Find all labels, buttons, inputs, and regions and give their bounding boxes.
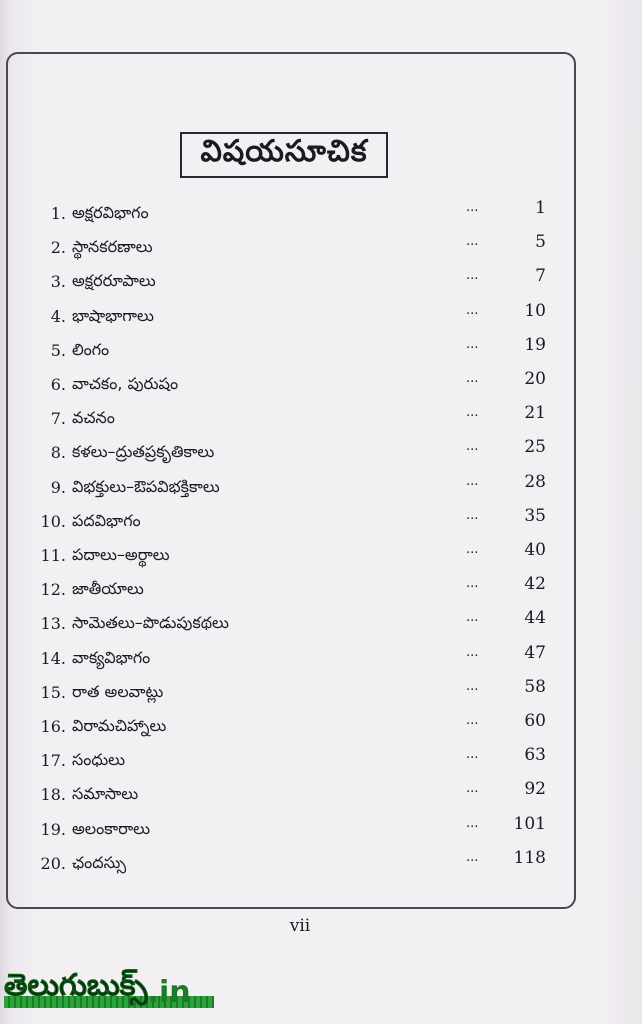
page-title: విషయసూచిక xyxy=(180,132,388,178)
toc-leader-dots: ... xyxy=(466,747,479,763)
toc-leader-dots: ... xyxy=(466,815,479,831)
toc-page-number: 28 xyxy=(524,471,546,492)
toc-leader-dots: ... xyxy=(466,678,479,694)
toc-number: 6. xyxy=(50,375,66,394)
toc-leader-dots: ... xyxy=(466,610,479,626)
toc-label: సమాసాలు xyxy=(72,784,139,804)
toc-row[interactable] xyxy=(0,335,642,365)
toc-page-number: 42 xyxy=(524,574,546,595)
toc-row[interactable] xyxy=(0,814,642,844)
toc-number: 2. xyxy=(50,238,66,258)
toc-page-number: 7 xyxy=(535,266,546,287)
toc-page-number: 44 xyxy=(524,608,546,629)
toc-row[interactable] xyxy=(0,643,642,673)
toc-number: 9. xyxy=(50,477,66,497)
toc-leader-dots: ... xyxy=(466,713,479,728)
toc-page-number: 92 xyxy=(524,779,546,800)
toc-leader-dots: ... xyxy=(466,405,479,421)
toc-number: 7. xyxy=(50,409,66,429)
toc-number: 16. xyxy=(40,717,66,736)
toc-number: 19. xyxy=(40,819,66,839)
toc-row[interactable] xyxy=(0,266,642,296)
toc-row[interactable] xyxy=(0,232,642,262)
toc-label: అక్షరరూపాలు xyxy=(72,271,156,291)
toc-number: 13. xyxy=(40,614,66,634)
toc-number: 12. xyxy=(40,580,66,600)
toc-number: 8. xyxy=(50,443,66,463)
toc-page-number: 63 xyxy=(524,745,546,766)
toc-label: రాత అలవాట్లు xyxy=(72,681,164,701)
toc-page-number: 35 xyxy=(524,505,546,526)
toc-label: అక్షరవిభాగం xyxy=(72,203,149,222)
toc-leader-dots: ... xyxy=(466,336,479,352)
toc-label: స్థానకరణాలు xyxy=(72,237,153,257)
toc-leader-dots: ... xyxy=(466,473,479,489)
toc-row[interactable] xyxy=(0,745,642,775)
toc-leader-dots: ... xyxy=(466,200,479,215)
toc-number: 10. xyxy=(40,511,66,531)
toc-row[interactable] xyxy=(0,369,642,399)
toc-label: వాచకం, పురుషం xyxy=(72,374,179,393)
toc-row[interactable] xyxy=(0,677,642,707)
toc-number: 11. xyxy=(40,546,66,565)
toc-leader-dots: ... xyxy=(466,576,479,592)
toc-page-number: 1 xyxy=(535,198,546,218)
logo-text: తెలుగుబుక్స్ xyxy=(4,968,148,1003)
toc-leader-dots: ... xyxy=(466,268,479,284)
site-logo[interactable] xyxy=(4,966,191,1010)
page-number: vii xyxy=(289,916,311,936)
toc-number: 4. xyxy=(50,306,66,326)
toc-label: జాతీయాలు xyxy=(72,579,144,599)
toc-row[interactable] xyxy=(0,779,642,809)
toc-page-number: 40 xyxy=(524,540,546,560)
toc-page-number: 20 xyxy=(524,369,546,389)
toc-row[interactable] xyxy=(0,608,642,638)
toc-label: సంధులు xyxy=(72,750,126,770)
toc-page-number: 118 xyxy=(513,847,546,868)
toc-number: 3. xyxy=(50,272,66,292)
toc-label: లింగం xyxy=(72,339,110,359)
toc-page-number: 101 xyxy=(513,813,546,834)
toc-row[interactable] xyxy=(0,711,642,741)
toc-label: పదవిభాగం xyxy=(72,510,141,530)
toc-row[interactable] xyxy=(0,301,642,331)
toc-page-number: 10 xyxy=(524,300,546,321)
toc-row[interactable] xyxy=(0,848,642,878)
toc-number: 1. xyxy=(50,204,66,223)
toc-number: 17. xyxy=(40,751,66,771)
toc-leader-dots: ... xyxy=(466,542,479,557)
toc-page-number: 58 xyxy=(524,676,546,697)
toc-number: 14. xyxy=(40,648,66,668)
toc-label: భాషాభాగాలు xyxy=(72,305,154,325)
toc-label: సామెతలు–పొడుపుకథలు xyxy=(72,613,229,633)
toc-leader-dots: ... xyxy=(466,507,479,523)
toc-row[interactable] xyxy=(0,472,642,502)
toc-number: 5. xyxy=(50,340,66,360)
toc-label: వచనం xyxy=(72,408,115,428)
toc-leader-dots: ... xyxy=(466,234,479,250)
toc-label: ఛందస్సు xyxy=(72,852,127,872)
toc-page-number: 5 xyxy=(535,232,546,253)
toc-page-number: 60 xyxy=(524,711,546,731)
toc-label: వాక్యవిభాగం xyxy=(72,647,151,667)
toc-leader-dots: ... xyxy=(466,849,479,865)
toc-row[interactable] xyxy=(0,506,642,536)
toc-row[interactable] xyxy=(0,403,642,433)
toc-row[interactable] xyxy=(0,574,642,604)
toc-leader-dots: ... xyxy=(466,439,479,455)
toc-label: విరామచిహ్నాలు xyxy=(72,716,167,735)
toc-leader-dots: ... xyxy=(466,302,479,318)
toc-row[interactable] xyxy=(0,198,642,228)
toc-page-number: 21 xyxy=(524,403,546,424)
toc-leader-dots: ... xyxy=(466,781,479,797)
toc-label: పదాలు–అర్థాలు xyxy=(72,545,170,564)
toc-row[interactable] xyxy=(0,540,642,570)
logo-domain: .in xyxy=(147,975,191,1010)
toc-number: 18. xyxy=(40,785,66,805)
toc-leader-dots: ... xyxy=(466,371,479,386)
toc-row[interactable] xyxy=(0,437,642,467)
toc-page-number: 47 xyxy=(524,642,546,663)
toc-leader-dots: ... xyxy=(466,644,479,660)
toc-label: విభక్తులు–ఔపవిభక్తికాలు xyxy=(72,476,220,496)
toc-label: కళలు–ద్రుతప్రకృతికాలు xyxy=(72,442,215,462)
toc-label: అలంకారాలు xyxy=(72,818,151,838)
toc-number: 20. xyxy=(40,853,66,873)
toc-page-number: 19 xyxy=(524,334,546,355)
toc-page-number: 25 xyxy=(524,437,546,458)
toc-number: 15. xyxy=(40,682,66,702)
